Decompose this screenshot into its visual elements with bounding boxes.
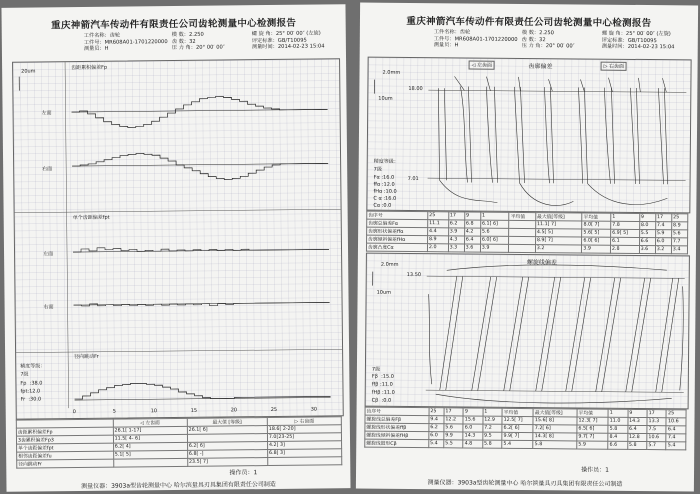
fpt-left-flank-label: 左面 bbox=[43, 251, 54, 258]
tol-cb: Cβ :0.0 bbox=[371, 397, 392, 404]
grade-label: 7级 bbox=[20, 371, 29, 378]
tol-fr: Fr :30.0 bbox=[20, 396, 42, 403]
x-tick-15: 15 bbox=[190, 407, 198, 414]
profile-results-table bbox=[366, 211, 688, 255]
table-row: 径向跳动Fr 23.5[ 7] bbox=[17, 457, 342, 468]
table-row: 螺旋线形状偏差ffβ 6.2 5.6 6.0 7.2 6.2[ 6] 7.2[ 6] 6.5[ 6] 5.8 6.4 7.5 6.4 bbox=[365, 423, 686, 434]
section-fp-label: 齿距累积偏差Fp bbox=[71, 64, 108, 72]
accuracy-label: 精度等级： bbox=[20, 363, 46, 370]
table-row: 齿距累积偏差Fp 26.1[ 1-17] 26.1[ 6] 18.6[ 2-20] bbox=[16, 425, 341, 436]
lead-grade: 7级 bbox=[371, 366, 381, 373]
fpt-right-bars bbox=[74, 301, 330, 307]
scale-label: 20um bbox=[21, 68, 36, 75]
table-header: ◁ 左齿面 最大值 [等级] ▷ 右齿面 bbox=[16, 417, 341, 428]
table-row: 螺旋线总偏差Fβ 9.4 12.2 15.6 12.9 12.5[ 7] 15.6[ 8] 12.3[ 7] 11.0 14.3 13.3 10.6 bbox=[365, 415, 686, 426]
pitch-results-table bbox=[16, 416, 342, 468]
lead-scale-mm: 2.0mm bbox=[380, 261, 399, 268]
info-col-2: 模 数：2.250 齿 数：32 压 力 角：20° 00′ 00″ bbox=[171, 31, 225, 52]
info-col-3: 螺 旋 角：25° 00′ 00″ (左旋) 评定标准：GB/T10095 测量时间：2014-02-23 15:04 bbox=[601, 30, 675, 51]
tol-fp: Fp :38.0 bbox=[20, 380, 43, 387]
operator-label: 操作员：1 bbox=[229, 469, 258, 477]
info-col-1: 工件名称：齿轮 工件号：MR608A01-1701220000 测量员：H bbox=[433, 29, 518, 49]
table-row: 螺旋线倾斜偏差fHβ 6.0 9.9 14.3 9.5 9.9[ 7] 14.3[ 8] 9.7[ 7] 8.4 12.8 10.6 7.4 bbox=[365, 431, 686, 442]
tooth-number-row: 齿序号 25 17 9 1 平均值 最大值[等级] 平均值 1 9 17 25 bbox=[365, 407, 686, 418]
pitch-chart-panel bbox=[12, 58, 344, 419]
tol-ca0: Cα :0.0 bbox=[373, 202, 392, 209]
x-tick-10: 10 bbox=[150, 408, 158, 415]
tooth-number-row: 齿序号 25 17 9 1 平均值 最大值[等级] 平均值 1 9 17 25 bbox=[367, 211, 688, 222]
tol-fha: fHα :10.0 bbox=[373, 188, 397, 195]
tol-ffa: ffα :12.0 bbox=[373, 181, 395, 188]
table-row: 齿廓形状偏差ffα 4.4 3.9 4.2 5.6 4.5[ 5] 5.6[ 5] 6.9[ 5] 5.5 5.9 5.6 bbox=[367, 227, 688, 238]
section-fpt-label: 单个齿距偏差fpt bbox=[72, 214, 110, 222]
table-row: 单个齿距偏差fpt 6.2[ 4] 6.2[ 6] 4.2[ 3] bbox=[17, 441, 342, 452]
tol-ffb: ffβ :11.0 bbox=[371, 381, 393, 388]
profile-title: 齿廓偏差 bbox=[528, 63, 553, 71]
x-tick-25: 25 bbox=[270, 406, 278, 414]
lead-title: 螺旋线偏差 bbox=[526, 258, 557, 267]
lead-chart-panel bbox=[365, 253, 690, 410]
lead-scale-um: 10um bbox=[376, 289, 392, 296]
table-row: 螺旋线鼓形Cβ 5.4 5.5 4.8 5.8 5.4 5.8 5.9 6.6 5.8 5.7 5.4 bbox=[365, 439, 686, 450]
profile-traces bbox=[367, 58, 690, 213]
tol-ca: C α :16.0 bbox=[373, 195, 397, 202]
tol-fb: Fβ :15.0 bbox=[371, 373, 394, 380]
tol-fhb: fHβ :11.0 bbox=[371, 389, 395, 396]
table-row: 齿廓倾斜偏差fHα 8.9 4.3 6.4 6.0[ 6] 8.9[ 7] 6.0[ 6] 6.1 6.6 6.0 7.7 bbox=[367, 235, 688, 246]
profile-grade: 7级 bbox=[373, 166, 382, 173]
lead-results-table bbox=[364, 407, 686, 451]
table-row: 齿廓凸度Cα 2.0 3.3 3.6 3.9 3.2 3.9 2.8 3.6 3.2 3.4 bbox=[366, 243, 687, 254]
pitch-plots bbox=[13, 59, 343, 418]
profile-bottom-value: 7.01 bbox=[407, 175, 419, 183]
section-fr-label: 径向跳动Fr bbox=[74, 353, 99, 361]
x-tick-30: 30 bbox=[310, 406, 318, 413]
report-title: 重庆神箭汽车传动件有限责任公司齿轮测量中心检测报告 bbox=[51, 17, 297, 32]
table-row: 3齿累积偏差Fp3 11.5[ 4- 6] 7.0[23-25] bbox=[16, 433, 341, 444]
info-col-3: 螺 旋 角：25° 00′ 00″ (左旋) 评定标准：GB/T10095 测量时间：2014-02-23 15:04 bbox=[251, 30, 325, 51]
table-row: 相邻齿距偏差fu 5.1[ 5] 6.8[ -] 6.8[ 3] bbox=[17, 449, 342, 460]
fpt-right-flank-label: 右面 bbox=[43, 304, 54, 311]
x-tick-0: 0 bbox=[72, 409, 76, 416]
pitch-report-sheet bbox=[1, 4, 350, 492]
table-row: 齿廓总偏差Fα 11.1 6.2 6.8 6.1[ 6] 11.1[ 7] 8.0[ 7] 7.8 8.0 7.4 8.9 bbox=[367, 219, 688, 230]
profile-scale-um: 10um bbox=[378, 95, 393, 102]
fp-right-curve bbox=[72, 151, 328, 181]
instrument-footer: 测量仪器：3903a型齿轮测量中心 哈尔滨量具刃具集团有限责任公司制造 bbox=[81, 480, 276, 491]
profile-top-value: 18.00 bbox=[408, 85, 423, 93]
x-tick-20: 20 bbox=[230, 407, 238, 414]
fp-left-flank-label: 左面 bbox=[41, 110, 52, 117]
fr-bars bbox=[74, 381, 330, 400]
info-col-1: 工件名称：齿轮 工件号：MR608A01-1701220000 测量员：H bbox=[83, 32, 168, 53]
info-col-2: 模 数：2.250 齿 数：32 压 力 角：20° 00′ 00″ bbox=[521, 29, 575, 50]
tol-fa: Fα :16.0 bbox=[373, 174, 395, 181]
profile-grade-label: 精度等级： bbox=[373, 158, 399, 165]
instrument-footer: 测量仪器：3903a型齿轮测量中心 哈尔滨量具刃具集团有限责任公司制造 bbox=[427, 479, 623, 488]
report-title: 重庆神箭汽车传动件有限责任公司齿轮测量中心检测报告 bbox=[406, 15, 652, 30]
fp-right-flank-label: 右面 bbox=[42, 166, 53, 173]
profile-scale-mm: 2.0mm bbox=[382, 69, 401, 76]
lead-traces bbox=[366, 254, 689, 409]
right-flank-tag: ▷ 右齿面 bbox=[601, 62, 628, 71]
profile-lead-report-sheet bbox=[356, 3, 698, 492]
tol-fpt: fpt:12.0 bbox=[20, 388, 41, 395]
left-flank-tag: ◁ 左齿面 bbox=[469, 60, 496, 69]
fpt-left-bars bbox=[73, 245, 329, 252]
x-tick-5: 5 bbox=[112, 408, 116, 415]
lead-top-value: 13.50 bbox=[406, 271, 422, 279]
operator-label: 操作员：1 bbox=[581, 466, 609, 474]
profile-chart-panel bbox=[366, 57, 691, 214]
